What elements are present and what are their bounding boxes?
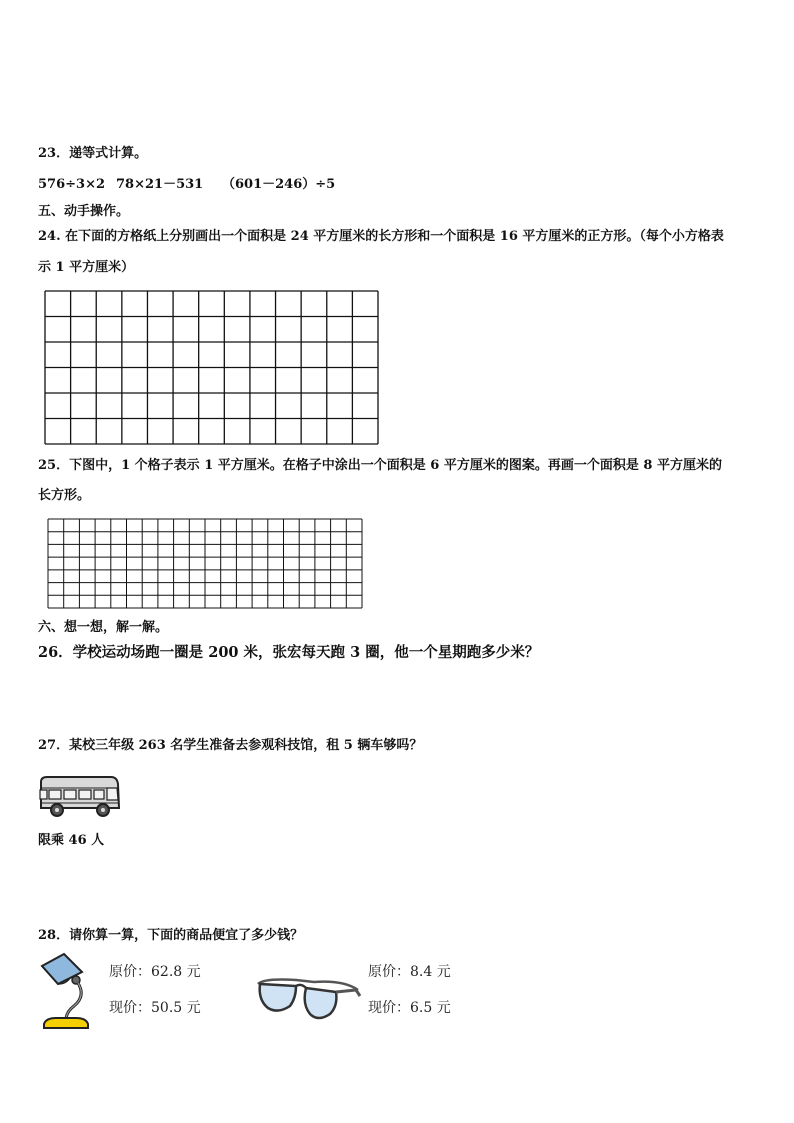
glasses-current-price: 现价：6.5 元	[368, 1000, 451, 1016]
q23-expression-1: 576÷3×2	[38, 177, 106, 192]
q25-text-line1: 25．下图中，1 个格子表示 1 平方厘米。在格子中涂出一个面积是 6 平方厘米的图案。再画一个面积是 8 平方厘米的	[38, 458, 722, 473]
bus-capacity-label: 限乘 46 人	[38, 833, 105, 848]
section-5-heading: 五、动手操作。	[38, 204, 130, 219]
lamp-original-price: 原价：62.8 元	[109, 964, 201, 980]
section-6-heading: 六、想一想，解一解。	[38, 620, 169, 635]
lamp-current-price: 现价：50.5 元	[109, 1000, 201, 1016]
q24-square-grid[interactable]	[44, 290, 379, 445]
glasses-original-price: 原价：8.4 元	[368, 964, 451, 980]
q23-expression-2: 78×21－531	[116, 177, 204, 192]
q26-text: 26．学校运动场跑一圈是 200 米，张宏每天跑 3 圈，他一个星期跑多少米？	[38, 644, 540, 661]
q27-text: 27．某校三年级 263 名学生准备去参观科技馆，租 5 辆车够吗？	[38, 738, 423, 753]
q23-expression-3: （601－246）÷5	[222, 177, 336, 192]
q23-title: 23．递等式计算。	[38, 146, 148, 161]
q25-text-line2: 长方形。	[38, 488, 91, 503]
q24-text-line2: 示 1 平方厘米）	[38, 260, 135, 275]
q25-square-grid[interactable]	[47, 518, 363, 609]
q24-text-line1: 24. 在下面的方格纸上分别画出一个面积是 24 平方厘米的长方形和一个面积是 16 平方厘米的正方形。（每个小方格表	[38, 229, 724, 244]
bus-image	[37, 774, 121, 824]
q28-text: 28．请你算一算，下面的商品便宜了多少钱？	[38, 928, 304, 943]
desk-lamp-image	[36, 950, 94, 1036]
glasses-image	[256, 970, 362, 1028]
